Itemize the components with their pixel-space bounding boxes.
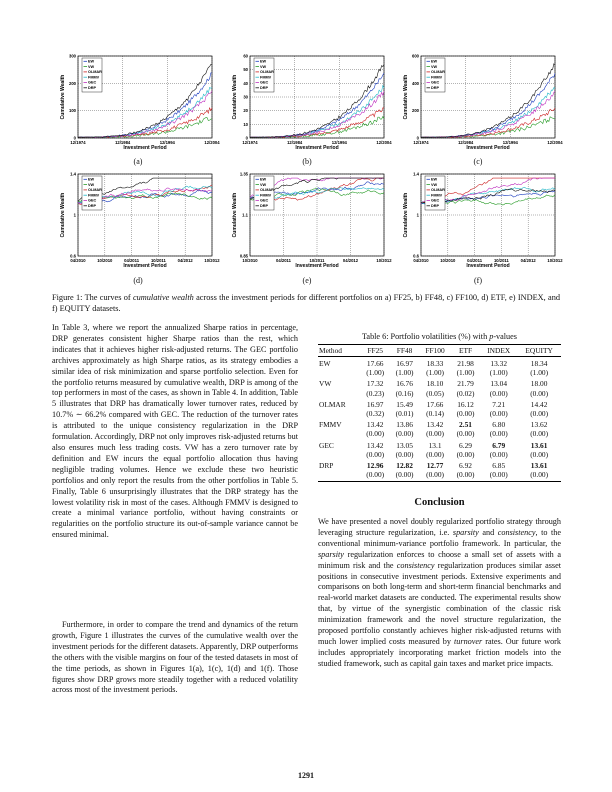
table-row — [318, 418, 561, 429]
x-tick-label: 10/2012 — [376, 258, 392, 263]
legend-entry: DRP — [260, 86, 269, 90]
y-tick-label: 0.6 — [413, 253, 419, 259]
y-tick-label: 50 — [243, 67, 248, 73]
y-tick-label: 0.6 — [70, 253, 76, 259]
y-tick-label: 20 — [243, 108, 248, 114]
empty-cell — [318, 429, 361, 438]
x-tick-label: 10/2010 — [97, 258, 113, 263]
table-row — [318, 398, 561, 409]
pvalue-cell: (0.00) — [456, 449, 475, 459]
figure-e — [224, 170, 392, 280]
legend-entry: VW — [431, 64, 438, 69]
x-axis-label: Investment Period — [295, 263, 339, 269]
x-tick-label: 04/2010 — [413, 258, 429, 263]
table-row — [318, 357, 561, 369]
x-tick-label: 04/2011 — [124, 258, 140, 263]
left-column — [52, 323, 298, 695]
value-cell: 21.98 — [457, 359, 474, 368]
table-6 — [318, 332, 561, 482]
legend-entry: VW — [431, 182, 438, 187]
legend-entry: GEC — [260, 80, 269, 85]
pvalue-cell: (0.00) — [530, 409, 549, 419]
x-tick-label: 04/2011 — [276, 258, 291, 263]
figure-a-label: (a) — [133, 157, 143, 166]
y-axis-label: Cumulative Wealth — [403, 192, 409, 238]
legend-entry: DRP — [431, 204, 440, 208]
pvalue-cell: (0.00) — [530, 449, 549, 459]
method-cell: FMMV — [319, 420, 342, 430]
table-row — [318, 459, 561, 470]
legend-entry: VW — [260, 182, 267, 187]
legend-entry: OLMAR — [260, 70, 274, 75]
y-tick-label: 1.4 — [70, 171, 76, 177]
table-header-cell: EQUITY — [517, 345, 561, 357]
legend-entry: FMMV — [88, 75, 100, 80]
figure-a — [52, 52, 220, 162]
value-cell: 13.42 — [366, 440, 384, 450]
table-header-cell: FF100 — [419, 345, 451, 357]
x-tick-label: 12/2004 — [547, 140, 563, 145]
emphasis-text: sparsity — [318, 549, 344, 559]
figure-f — [395, 170, 563, 280]
pvalue-cell: (0.23) — [366, 388, 385, 398]
body-text: rates. Our future work includes appropriately incorporating market friction models into the studied framework, such as capital gain taxes and market price impacts. — [318, 636, 561, 668]
y-tick-label: 30 — [243, 94, 248, 100]
pvalue-cell: (1.00) — [456, 368, 475, 378]
y-axis-label: Cumulative Wealth — [60, 192, 66, 238]
pvalue-cell: (0.00) — [456, 409, 475, 419]
value-cell: 18.00 — [530, 379, 548, 389]
figure-f-label: (f) — [474, 276, 482, 285]
legend-entry: DRP — [431, 86, 440, 90]
y-tick-label: 0.85 — [239, 253, 248, 259]
pvalue-row — [318, 450, 561, 459]
chart-c — [395, 52, 563, 152]
value-cell: 12.82 — [396, 461, 413, 471]
x-tick-label: 10/2010 — [440, 258, 456, 263]
y-tick-label: 100 — [69, 108, 76, 114]
x-tick-label: 12/1984 — [115, 140, 131, 145]
value-cell: 2.51 — [459, 420, 472, 430]
pvalue-row — [318, 409, 561, 418]
y-tick-label: 1.35 — [239, 171, 248, 177]
value-cell: 12.96 — [366, 461, 384, 471]
pvalue-cell: (0.05) — [426, 388, 444, 398]
legend-entry: VW — [88, 64, 95, 69]
x-tick-label: 12/2004 — [376, 140, 392, 145]
legend-entry: EW — [88, 59, 95, 64]
pvalue-cell: (0.00) — [366, 429, 385, 439]
pvalue-row — [318, 389, 561, 398]
y-tick-label: 600 — [412, 53, 419, 59]
table-body — [318, 357, 561, 482]
table-header-cell: INDEX — [480, 345, 517, 357]
legend-entry: VW — [260, 64, 267, 69]
legend-entry: EW — [260, 59, 267, 64]
y-tick-label: 1 — [416, 212, 419, 218]
x-tick-label: 12/1994 — [159, 140, 175, 145]
x-tick-label: 12/1974 — [242, 140, 258, 145]
pvalue-cell: (0.00) — [426, 429, 444, 439]
legend-entry: EW — [431, 177, 438, 182]
legend-entry: FMMV — [260, 193, 272, 198]
pvalue-cell: (0.00) — [489, 429, 508, 439]
legend-entry: GEC — [260, 198, 269, 203]
x-tick-label: 12/1984 — [458, 140, 474, 145]
x-tick-label: 12/1984 — [287, 140, 303, 145]
y-axis-label: Cumulative Wealth — [403, 74, 409, 120]
y-tick-label: 1.4 — [413, 171, 419, 177]
pvalue-cell: (0.01) — [395, 409, 414, 419]
method-cell: VW — [319, 379, 332, 389]
legend-entry: GEC — [431, 80, 440, 85]
x-axis-label: Investment Period — [123, 145, 167, 151]
value-cell: 13.62 — [530, 420, 548, 430]
legend-entry: OLMAR — [431, 188, 445, 193]
body-text: and — [478, 527, 498, 537]
table-header-cell: FF25 — [361, 345, 390, 357]
figure-d-label: (d) — [133, 276, 143, 285]
legend-entry: DRP — [88, 204, 97, 208]
y-tick-label: 200 — [412, 108, 419, 114]
y-axis-label: Cumulative Wealth — [60, 74, 66, 120]
legend-entry: DRP — [88, 86, 97, 90]
figure-c-label: (c) — [473, 157, 483, 166]
value-cell: 12.77 — [426, 461, 444, 471]
value-cell: 13.32 — [490, 359, 508, 368]
chart-a — [52, 52, 220, 152]
value-cell: 13.42 — [366, 420, 384, 430]
body-text: We have presented a novel doubly regularized portfolio strategy through leveraging structure regularization, i.e. — [318, 517, 561, 537]
value-cell: 13.86 — [396, 420, 413, 430]
figure-e-label: (e) — [302, 276, 312, 285]
page-number: 1291 — [298, 771, 314, 780]
table-caption-prefix: Table 6: Portfolio volatilities (%) with — [362, 332, 490, 341]
pvalue-cell: (0.00) — [451, 470, 480, 482]
y-tick-label: 0 — [245, 135, 248, 141]
value-cell: 16.12 — [457, 399, 474, 409]
value-cell: 18.33 — [426, 359, 444, 368]
method-cell: OLMAR — [319, 399, 346, 409]
y-tick-label: 1 — [73, 212, 76, 218]
table-header-cell: FF48 — [390, 345, 419, 357]
pvalue-cell: (0.14) — [426, 409, 444, 419]
emphasis-text: sparsity — [452, 527, 479, 537]
body-text: regularization produces similar asset positions in consecutive investment periods. Extensive experiments and comparisons on both long-term and short-term financial benchmarks and real-world market datasets are conducted. The experimental results show that, by virtue of the synergistic combination of the classic risk minimization framework and the novel structure regularization, the proposed portfolio constantly achieves higher risk-adjusted returns with much lower implied costs measured by — [318, 560, 561, 646]
pvalue-cell: (1.00) — [489, 368, 508, 378]
legend-entry: FMMV — [88, 193, 100, 198]
empty-cell — [318, 389, 361, 398]
x-axis-label: Investment Period — [123, 263, 167, 269]
table-header-cell: Method — [318, 345, 361, 357]
pvalue-row — [318, 429, 561, 438]
body-text: regularization enforces to choose a small set of assets with a minimum risk and the — [318, 549, 561, 570]
y-axis-label: Cumulative Wealth — [232, 74, 238, 120]
value-cell: 13.61 — [530, 440, 548, 450]
pvalue-cell: (0.00) — [489, 449, 508, 459]
pvalue-cell: (0.16) — [395, 388, 414, 398]
value-cell: 13.1 — [428, 440, 442, 450]
value-cell: 18.10 — [426, 379, 444, 389]
legend-entry: EW — [431, 59, 438, 64]
pvalue-cell: (0.00) — [390, 470, 419, 482]
conclusion-heading: Conclusion — [414, 497, 465, 508]
legend-entry: OLMAR — [88, 188, 102, 193]
empty-cell — [318, 450, 361, 459]
y-tick-label: 40 — [243, 80, 248, 86]
x-tick-label: 04/2012 — [520, 258, 536, 263]
table-row — [318, 377, 561, 388]
value-cell: 14.42 — [530, 399, 548, 409]
paragraph-figures: Furthermore, in order to compare the trend and dynamics of the return growth, Figure 1 illustrates the curves of the cumulative wealth over the investment periods for the different datasets. Apparently, DRP outperforms the others with the visible margins on four of the tested datasets in most of the time periods, as shown in Figures 1(a), 1(c), 1(d) and 1(f). Those figures show DRP grows more steadily together with a reduced volatility across most of the investment periods. — [52, 620, 298, 695]
pvalue-cell: (0.00) — [366, 449, 385, 459]
pvalue-cell: (0.00) — [395, 449, 414, 459]
emphasis-text: turnover — [454, 636, 483, 646]
y-tick-label: 60 — [243, 53, 248, 59]
legend-entry: OLMAR — [431, 70, 445, 75]
y-tick-label: 400 — [412, 80, 419, 86]
x-tick-label: 12/2004 — [204, 140, 220, 145]
pvalue-cell: (1.00) — [395, 368, 414, 378]
x-tick-label: 12/1994 — [502, 140, 518, 145]
pvalue-cell: (0.00) — [489, 388, 508, 398]
caption-prefix: Figure 1: The curves of — [52, 293, 133, 302]
value-cell: 16.97 — [366, 399, 384, 409]
legend-entry: VW — [88, 182, 95, 187]
value-cell: 6.85 — [492, 461, 506, 471]
x-tick-label: 10/2011 — [150, 258, 166, 263]
value-cell: 15.49 — [396, 399, 413, 409]
table-caption-suffix: -values — [493, 332, 517, 341]
pvalue-cell: (1.00) — [426, 368, 444, 378]
value-cell: 6.79 — [492, 440, 506, 450]
pvalue-cell: (1.00) — [366, 368, 385, 378]
table-header-row — [318, 345, 561, 357]
pvalue-cell: (0.00) — [480, 470, 517, 482]
method-cell: EW — [319, 359, 331, 368]
legend-entry: FMMV — [431, 75, 443, 80]
value-cell: 6.29 — [459, 440, 472, 450]
pvalue-cell: (0.00) — [530, 429, 549, 439]
pvalue-cell: (1.00) — [530, 368, 549, 378]
value-cell: 18.34 — [530, 359, 548, 368]
legend-entry: EW — [88, 177, 95, 182]
y-tick-label: 300 — [69, 53, 76, 59]
x-tick-label: 10/2011 — [493, 258, 509, 263]
figure-b-label: (b) — [302, 157, 312, 166]
paragraph-results: In Table 3, where we report the annualized Sharpe ratios in percentage, DRP generates consistent higher Sharpe ratios than the rest, which indicates that it achieves higher risk-adjusted returns. The GEC portfolio archives approximately as high Sharpe ratios, as its strategy embodies a similar idea of risk minimization and sparse portfolio selection. Even for the portfolio returns measured by cumulative wealth, DRP is among of the top performers in most of the cases, as shown in Table 4. In addition, Table 5 illustrates that DRP has dramatically lower turnover rates, reduced by 10.7% ∼ 66.2% compared with GEC. The reduction of the turnover rates is attributed to the unique consistency regularization in the DRP formulation. Accordingly, DRP not only improves risk-adjusted returns but also ensures much less trading costs. VW has a zero turnover rate by definition and EW incurs the equal portfolio allocation thus having negligible trading volumes. Hence we exclude these two heuristic portfolios and only report the results from the other portfolios in Table 5. Finally, Table 6 unsurprisingly illustrates that the DRP strategy has the lowest volatility risk in most of the cases. Although FMMV is designed to create a minimal variance portfolio, without having constraints or regularities on the portfolio structure its out-of-sample variance cannot be ensured minimal. — [52, 323, 298, 540]
y-tick-label: 0 — [73, 135, 76, 141]
pvalue-cell: (0.00) — [530, 388, 549, 398]
pvalue-row — [318, 470, 561, 482]
value-cell: 21.79 — [457, 379, 474, 389]
x-tick-label: 12/1974 — [413, 140, 429, 145]
empty-cell — [318, 409, 361, 418]
legend-entry: EW — [260, 177, 267, 182]
value-cell: 6.80 — [492, 420, 506, 430]
emphasis-text: consistency — [497, 527, 536, 537]
pvalue-cell: (0.32) — [366, 409, 385, 419]
x-tick-label: 04/2011 — [467, 258, 483, 263]
caption-suffix: across the investment periods for different portfolios on a) FF25, b) FF48, c) FF100, d) ETF, e) INDEX, and f) EQUITY datasets. — [52, 293, 560, 313]
value-cell: 17.66 — [426, 399, 444, 409]
y-tick-label: 0 — [416, 135, 419, 141]
legend-entry: GEC — [88, 198, 97, 203]
method-cell: GEC — [319, 440, 334, 450]
pvalue-cell: (0.00) — [426, 449, 444, 459]
figure-caption — [52, 292, 560, 314]
x-tick-label: 12/1994 — [331, 140, 347, 145]
legend-entry: FMMV — [431, 193, 443, 198]
empty-cell — [318, 470, 361, 482]
value-cell: 13.61 — [530, 461, 548, 471]
y-axis-label: Cumulative Wealth — [232, 192, 238, 238]
chart-d — [52, 170, 220, 270]
legend-entry: DRP — [260, 204, 269, 208]
table-row — [318, 439, 561, 450]
value-cell: 16.97 — [396, 359, 413, 368]
table-header-cell: ETF — [451, 345, 480, 357]
pvalue-cell: (0.00) — [517, 470, 561, 482]
value-cell: 7.21 — [492, 399, 506, 409]
body-text: , to the conventional minimum-variance portfolio framework. In particular, the — [318, 527, 562, 548]
y-tick-label: 10 — [243, 121, 248, 127]
table-caption — [318, 332, 561, 341]
legend-entry: GEC — [88, 80, 97, 85]
value-cell: 17.66 — [366, 359, 384, 368]
pvalue-row — [318, 368, 561, 377]
pvalue-cell: (0.00) — [395, 429, 414, 439]
pvalue-cell: (0.02) — [456, 388, 475, 398]
table-caption-emph: p — [489, 332, 494, 341]
pvalue-cell: (0.00) — [419, 470, 451, 482]
chart-f — [395, 170, 563, 270]
x-tick-label: 04/2012 — [342, 258, 359, 263]
pvalue-cell: (0.00) — [361, 470, 390, 482]
x-axis-label: Investment Period — [466, 263, 510, 269]
caption-emph: cumulative wealth — [132, 293, 194, 302]
pvalue-cell: (0.00) — [489, 409, 508, 419]
legend-entry: FMMV — [260, 75, 272, 80]
x-axis-label: Investment Period — [466, 145, 510, 151]
emphasis-text: consistency — [396, 560, 435, 570]
chart-e — [224, 170, 392, 270]
chart-b — [224, 52, 392, 152]
legend-entry: GEC — [431, 198, 440, 203]
value-cell: 13.42 — [426, 420, 444, 430]
x-tick-label: 12/1974 — [70, 140, 86, 145]
x-tick-label: 10/2011 — [309, 258, 325, 263]
x-tick-label: 10/2012 — [204, 258, 220, 263]
x-tick-label: 04/2012 — [177, 258, 193, 263]
value-cell: 6.92 — [459, 461, 472, 471]
empty-cell — [318, 368, 361, 377]
y-tick-label: 200 — [69, 80, 76, 86]
x-tick-label: 04/2010 — [70, 258, 86, 263]
value-cell: 13.04 — [490, 379, 508, 389]
value-cell: 17.32 — [366, 379, 384, 389]
volatility-table — [318, 344, 561, 482]
x-tick-label: 10/2012 — [547, 258, 563, 263]
x-tick-label: 10/2010 — [242, 258, 258, 263]
figure-b — [224, 52, 392, 162]
legend-entry: OLMAR — [88, 70, 102, 75]
pvalue-cell: (0.00) — [456, 429, 475, 439]
figure-d — [52, 170, 220, 280]
legend-entry: OLMAR — [260, 188, 274, 193]
conclusion-text — [318, 517, 561, 670]
value-cell: 13.05 — [396, 440, 413, 450]
value-cell: 16.76 — [396, 379, 413, 389]
method-cell: DRP — [319, 461, 334, 471]
x-axis-label: Investment Period — [295, 145, 339, 151]
y-tick-label: 1.1 — [242, 212, 248, 218]
figure-c — [395, 52, 563, 162]
